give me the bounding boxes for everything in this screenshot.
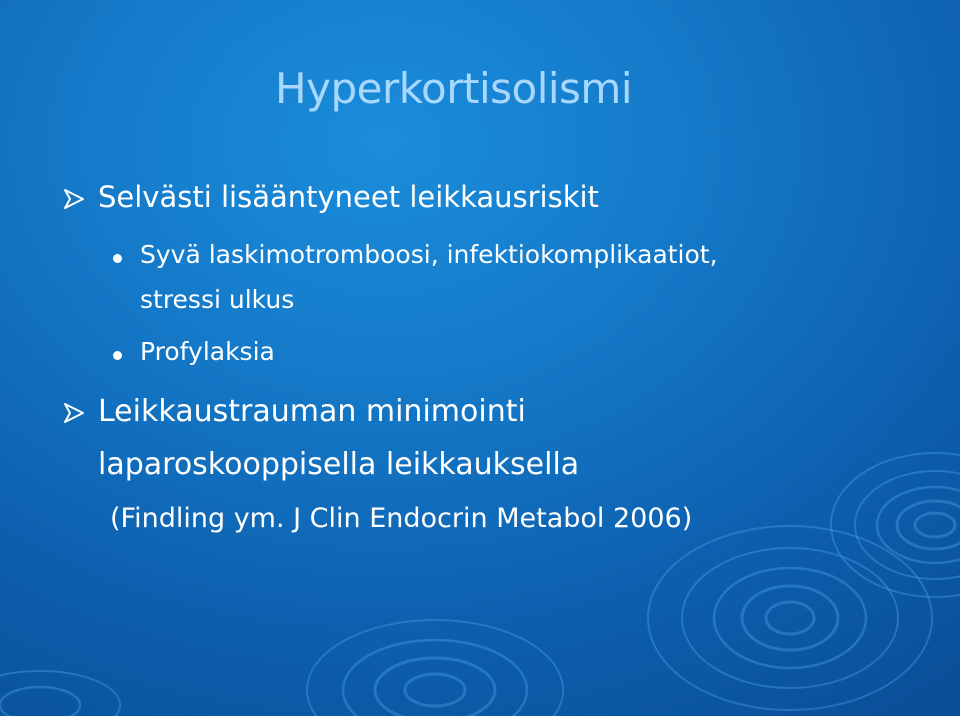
sub-bullet-text: Syvä laskimotromboosi, infektiokomplikaatiot, (140, 240, 718, 269)
citation: (Findling ym. J Clin Endocrin Metabol 2006) (110, 503, 693, 534)
dot-bullet-icon (113, 254, 122, 263)
arrow-bullet-icon (62, 187, 86, 211)
bullet-text: Leikkaustrauman minimointi (98, 394, 526, 429)
arrow-bullet-icon (62, 401, 86, 425)
bullet-text-continued: laparoskooppisella leikkauksella (98, 447, 580, 482)
sub-bullet-text-continued: stressi ulkus (140, 285, 295, 314)
sub-bullet-text: Profylaksia (140, 337, 275, 366)
dot-bullet-icon (113, 351, 122, 360)
bullet-text: Selvästi lisääntyneet leikkausriskit (98, 180, 599, 214)
slide-title: Hyperkortisolismi (275, 64, 633, 113)
